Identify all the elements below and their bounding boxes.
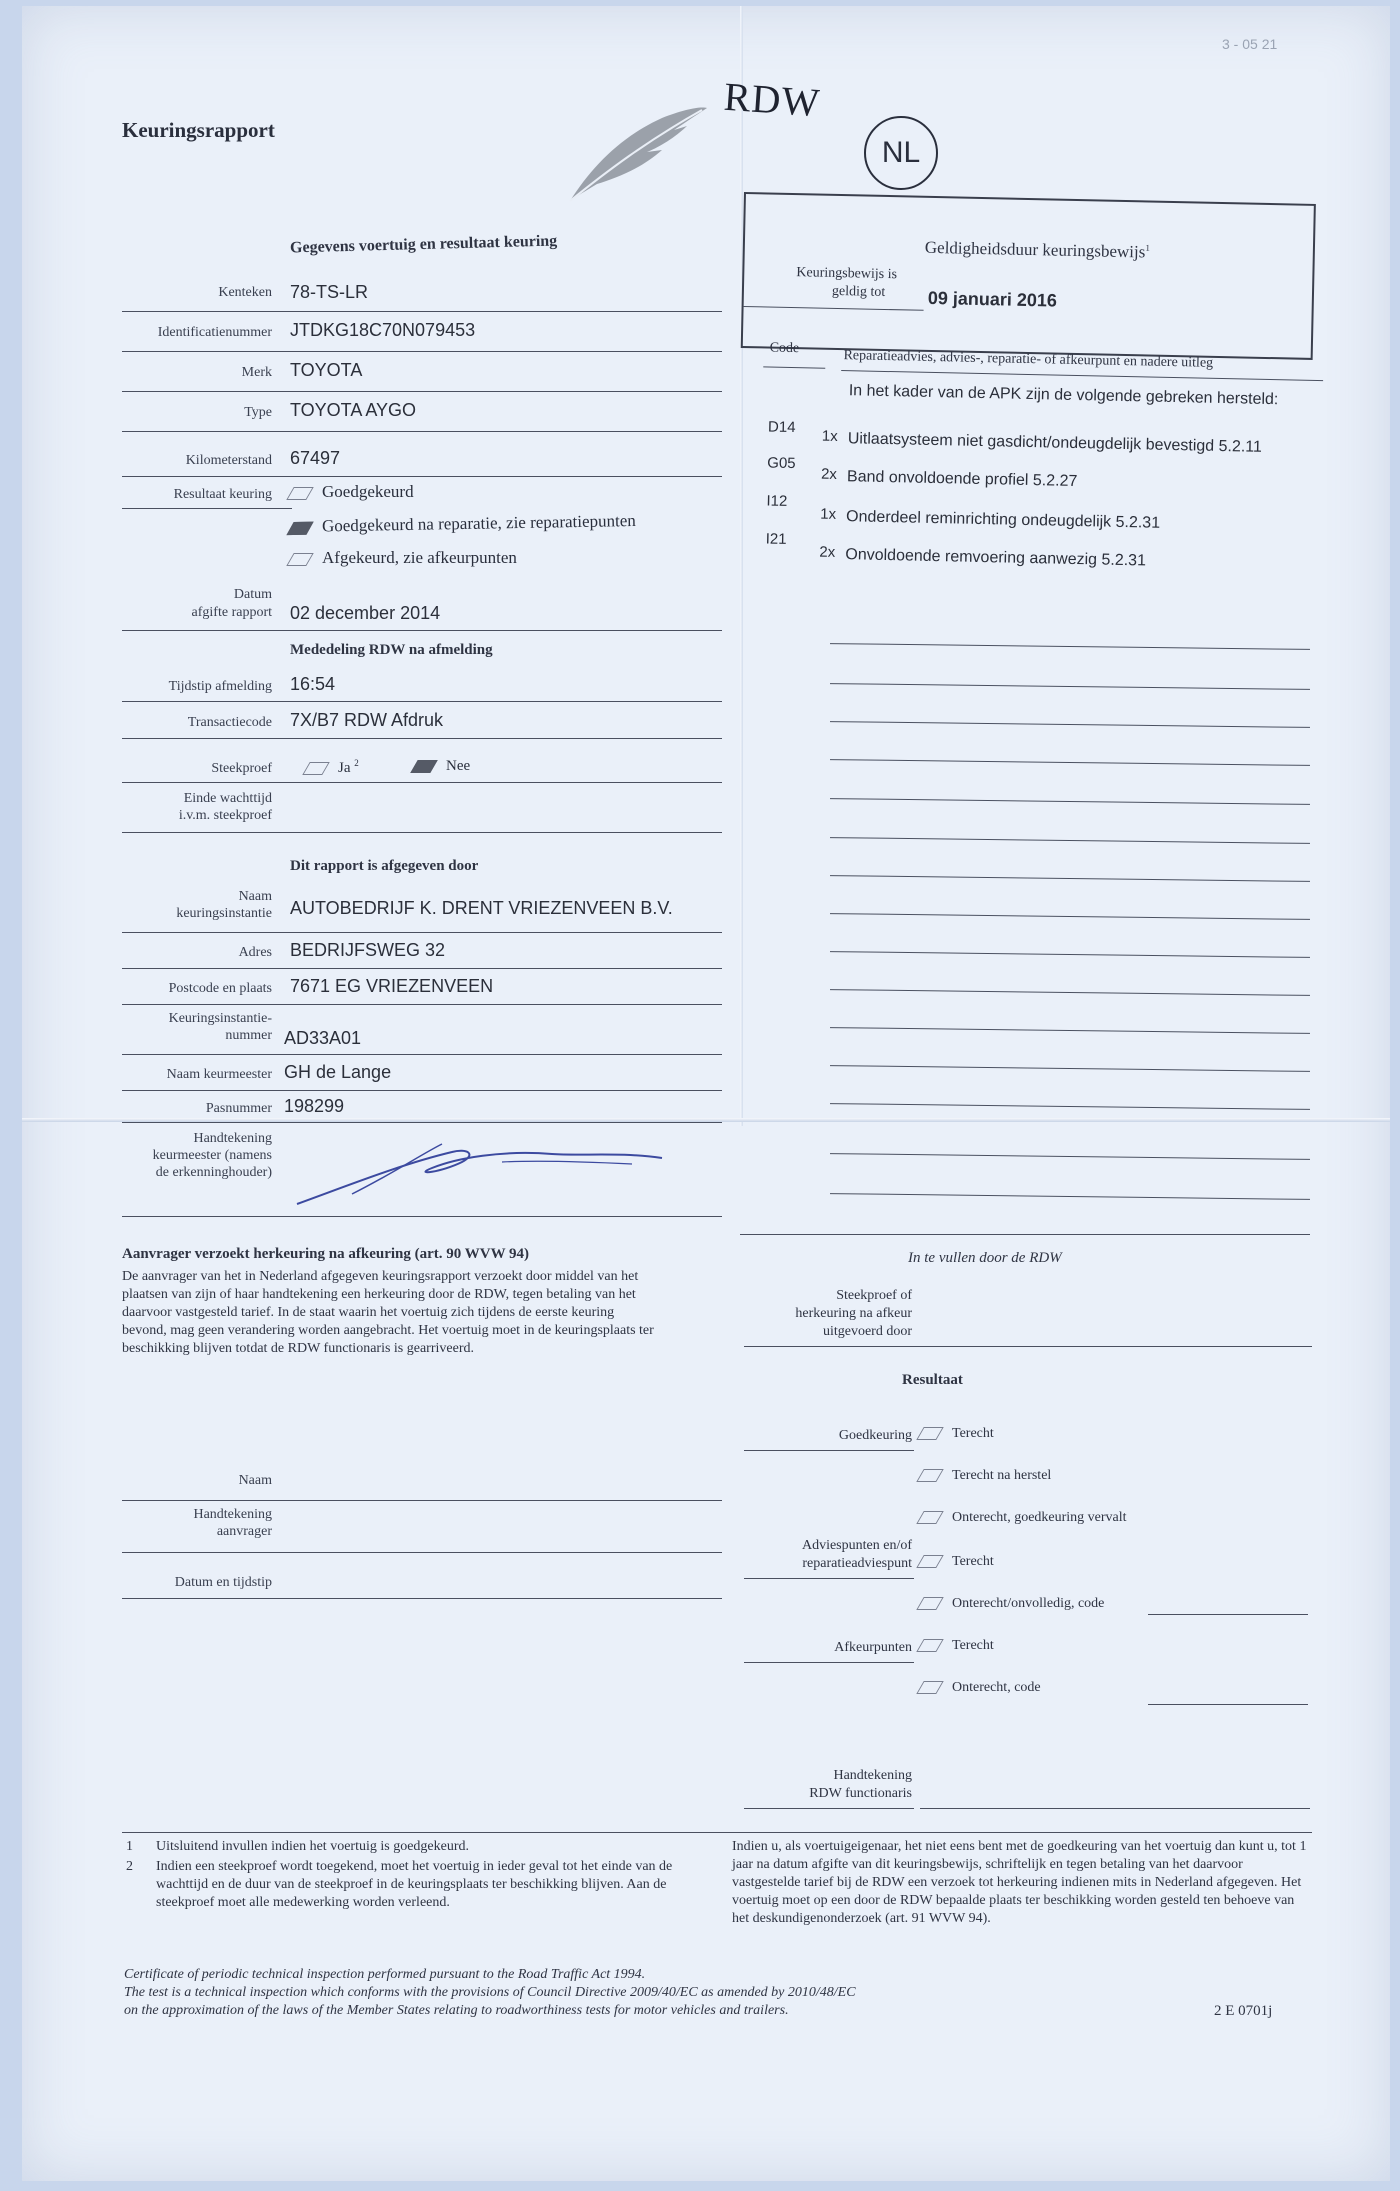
resultaat-option-goedgekeurd [290, 482, 414, 502]
type-label: Type [244, 405, 272, 420]
checkbox-icon [916, 1555, 944, 1568]
instantienummer-label-1: Keuringsinstantie- [168, 1011, 272, 1026]
herkeuring-handtekening-label-1: Handtekening [193, 1507, 272, 1522]
rule [122, 832, 722, 833]
steekproef-label: Steekproef [211, 761, 272, 776]
rule [122, 630, 722, 631]
resultaat-option-text: Afgekeurd, zie afkeurpunten [322, 548, 517, 567]
einde-wachttijd-label-2: i.v.m. steekproef [178, 808, 272, 823]
rdw-option-text: Terecht na herstel [952, 1468, 1052, 1483]
advies-header: Reparatieadvies, advies-, reparatie- of afkeurpunt en nadere uitleg [843, 348, 1214, 371]
rule [122, 738, 722, 739]
checkbox-icon [916, 1427, 944, 1440]
rule [841, 370, 1323, 381]
rule [830, 875, 1310, 882]
rule [830, 1153, 1310, 1160]
steekproef-ja-text: Ja [338, 760, 351, 776]
rdw-option-text: Onterecht/onvolledig, code [952, 1596, 1105, 1611]
geldigheid-title-text: Geldigheidsduur keuringsbewijs [924, 237, 1146, 262]
pasnummer-value: 198299 [284, 1096, 345, 1116]
checkbox-checked-icon [286, 521, 313, 534]
rule [122, 1054, 722, 1055]
geldigheid-label-2: geldig tot [831, 283, 886, 300]
adres-value: BEDRIJFSWEG 32 [290, 940, 446, 960]
checkbox-icon [286, 487, 314, 500]
rdw-option-advies-terecht [920, 1554, 994, 1570]
resultaat-option-text: Goedgekeurd [322, 482, 414, 501]
adres-label: Adres [238, 945, 272, 960]
advies-item-text: Onvoldoende remvoering aanwezig 5.2.31 [845, 546, 1147, 570]
rule [830, 1027, 1310, 1034]
rule [763, 366, 825, 368]
nl-badge-text: NL [881, 136, 921, 169]
rule [830, 951, 1310, 958]
herkeuring-datum-label: Datum en tijdstip [174, 1575, 272, 1590]
resultaat-option-reparatie [290, 511, 636, 537]
advies-item-code: D14 [767, 418, 796, 437]
rdw-option-advies-onvolledig [920, 1596, 1104, 1612]
rdw-handtekening-label-2: RDW functionaris [809, 1786, 912, 1801]
rdw-resultaat-title: Resultaat [902, 1372, 963, 1388]
section-mededeling-title: Mededeling RDW na afmelding [290, 642, 493, 658]
footnote-marker: 2 [354, 758, 359, 768]
rule [1148, 1704, 1308, 1705]
rule [122, 1832, 1312, 1833]
rdw-section-title: In te vullen door de RDW [908, 1250, 1062, 1266]
instantie-naam-label-1: Naam [238, 889, 272, 904]
checkbox-icon [302, 762, 330, 775]
datum-value: 02 december 2014 [290, 603, 441, 623]
rule [122, 1552, 722, 1553]
identificatie-label: Identificatienummer [157, 325, 272, 340]
rdw-advies-label-2: reparatieadviespunt [802, 1556, 912, 1571]
merk-value: TOYOTA [290, 360, 363, 380]
rule [122, 1122, 722, 1123]
rdw-option-text: Terecht [952, 1426, 994, 1441]
advies-item-qty: 1x [820, 505, 837, 523]
tijdstip-label: Tijdstip afmelding [168, 679, 272, 694]
rdw-goedkeuring-label: Goedkeuring [838, 1428, 912, 1443]
pasnummer-label: Pasnummer [205, 1101, 272, 1116]
corner-note: 3 - 05 21 [1222, 36, 1278, 52]
advies-item-code: I21 [765, 530, 787, 548]
rdw-option-goedkeuring-terecht [920, 1426, 994, 1442]
rdw-option-text: Terecht [952, 1554, 994, 1569]
rule [122, 431, 722, 432]
nl-badge [864, 116, 938, 190]
signature-icon [292, 1124, 672, 1214]
rule [830, 798, 1310, 805]
kilometerstand-label: Kilometerstand [185, 453, 272, 468]
rule [744, 1662, 914, 1663]
handtekening-keurmeester-label-3: de erkenninghouder) [155, 1165, 272, 1180]
datum-label-1: Datum [233, 587, 272, 602]
section-vehicle-title: Gegevens voertuig en resultaat keuring [289, 232, 558, 257]
geldigheid-title [925, 238, 1150, 263]
rule [830, 1103, 1310, 1110]
rdw-option-afkeur-terecht [920, 1638, 994, 1654]
geldigheid-value: 09 januari 2016 [927, 287, 1058, 311]
certificate-line-1: Certificate of periodic technical inspection performed pursuant to the Road Traffic Act 1994. [124, 1967, 646, 1982]
rule [740, 1234, 1310, 1235]
resultaat-label: Resultaat keuring [173, 487, 272, 502]
rule [122, 476, 722, 477]
footnote-2: Indien een steekproef wordt toegekend, moet het voertuig in ieder geval tot het einde van de wachttijd en de duur van de steekproef in de keuringsplaats ter beschikking blijven. Aan de steekproef moet alle medewerking worden verleend. [156, 1859, 673, 1910]
einde-wachttijd-label-1: Einde wachttijd [183, 791, 272, 806]
document-title: Keuringsrapport [122, 118, 275, 142]
advies-item-qty: 2x [820, 465, 838, 483]
datum-label-2: afgifte rapport [191, 605, 272, 620]
instantie-naam-label-2: keuringsinstantie [176, 906, 272, 921]
certificate-line-2: The test is a technical inspection which conforms with the provisions of Council Directive 2009/40/EC as amended by 2010/48/EC [124, 1985, 856, 2000]
code-header: Code [769, 340, 800, 357]
feather-logo-icon [562, 96, 712, 206]
rdw-steekproef-label-2: herkeuring na afkeur [795, 1306, 912, 1321]
rule [122, 508, 292, 509]
kenteken-value: 78-TS-LR [290, 282, 369, 302]
tijdstip-value: 16:54 [290, 674, 336, 694]
rule [744, 1346, 1312, 1347]
rule [744, 1808, 914, 1809]
rule [122, 1216, 722, 1217]
rdw-option-text: Onterecht, goedkeuring vervalt [952, 1510, 1127, 1525]
advies-item-code: I12 [766, 492, 788, 510]
rule [122, 311, 722, 312]
herkeuring-naam-label: Naam [238, 1473, 272, 1488]
advies-intro: In het kader van de APK zijn de volgende gebreken hersteld: [848, 382, 1279, 409]
rule [122, 932, 722, 933]
rdw-option-text: Terecht [952, 1638, 994, 1653]
form-code: 2 E 0701j [1214, 2003, 1273, 2019]
rule [830, 683, 1310, 690]
advies-section [738, 332, 1344, 644]
steekproef-nee [414, 758, 470, 775]
rule [122, 701, 722, 702]
keurmeester-label: Naam keurmeester [166, 1067, 272, 1082]
rule [122, 1090, 722, 1091]
postcode-label: Postcode en plaats [168, 981, 272, 996]
rule [830, 913, 1310, 920]
rule [122, 1598, 722, 1599]
postcode-value: 7671 EG VRIEZENVEEN [290, 976, 494, 996]
footnote-1-number: 1 [126, 1839, 133, 1854]
resultaat-option-afgekeurd [290, 548, 517, 568]
rule [830, 759, 1310, 766]
checkbox-icon [286, 553, 314, 566]
kenteken-label: Kenteken [218, 285, 272, 300]
rule [122, 782, 722, 783]
rdw-option-goedkeuring-vervalt [920, 1510, 1127, 1526]
rule [830, 643, 1310, 650]
keurmeester-value: GH de Lange [284, 1062, 392, 1082]
rule [830, 1193, 1310, 1200]
advies-item-code: G05 [767, 454, 796, 473]
rule [1148, 1614, 1308, 1615]
checkbox-icon [916, 1469, 944, 1482]
rule [122, 1500, 722, 1501]
rdw-option-afkeur-code [920, 1680, 1041, 1696]
rdw-steekproef-label-3: uitgevoerd door [822, 1324, 912, 1339]
checkbox-icon [916, 1639, 944, 1652]
footnote-right: Indien u, als voertuigeigenaar, het niet eens bent met de goedkeuring van het voertuig dan kunt u, tot 1 jaar na datum afgifte van dit keuringsbewijs, schriftelijk en tegen betaling van het daarvoor vastgestelde tarief bij de RDW een verzoek tot herkeuring indienen mits in Nederland afgegeven. Het voertuig moet op een door de RDW bepaalde plaats ter beschikking worden gesteld ten behoeve van het deskundigenonderzoek (art. 91 WVW 94). [732, 1839, 1307, 1926]
section-afgegeven-title: Dit rapport is afgegeven door [290, 858, 479, 874]
rule [830, 989, 1310, 996]
footnote-1: Uitsluitend invullen indien het voertuig is goedgekeurd. [156, 1839, 469, 1854]
rdw-option-text: Onterecht, code [952, 1680, 1041, 1695]
handtekening-keurmeester-label-2: keurmeester (namens [152, 1148, 272, 1163]
instantie-naam-value: AUTOBEDRIJF K. DRENT VRIEZENVEEN B.V. [290, 898, 673, 918]
transactie-label: Transactiecode [187, 715, 272, 730]
checkbox-checked-icon [410, 760, 438, 773]
steekproef-ja [306, 758, 359, 777]
transactie-value: 7X/B7 RDW Afdruk [290, 710, 444, 730]
rule [122, 968, 722, 969]
checkbox-icon [916, 1681, 944, 1694]
merk-label: Merk [241, 365, 272, 380]
identificatie-value: JTDKG18C70N079453 [290, 320, 476, 340]
rule [122, 1004, 722, 1005]
advies-item-text: Onderdeel reminrichting ondeugdelijk 5.2.31 [845, 508, 1161, 532]
rdw-afkeurpunten-label: Afkeurpunten [834, 1640, 912, 1655]
rdw-steekproef-label-1: Steekproef of [836, 1288, 912, 1303]
rule [122, 351, 722, 352]
footnote-marker: 1 [1145, 242, 1151, 253]
rdw-advies-label-1: Adviespunten en/of [801, 1538, 912, 1553]
rule [744, 306, 924, 311]
rule [830, 1065, 1310, 1072]
steekproef-nee-text: Nee [446, 758, 471, 774]
rdw-option-goedkeuring-herstel [920, 1468, 1051, 1484]
advies-item-text: Band onvoldoende profiel 5.2.27 [846, 468, 1078, 491]
footnote-2-number: 2 [126, 1859, 133, 1874]
instantienummer-value: AD33A01 [284, 1028, 362, 1048]
instantienummer-label-2: nummer [225, 1028, 272, 1043]
rdw-logo: RDW [722, 73, 822, 126]
rule [920, 1808, 1310, 1809]
advies-item-qty: 2x [819, 543, 836, 561]
rule [122, 391, 722, 392]
handtekening-keurmeester-label-1: Handtekening [193, 1131, 272, 1146]
herkeuring-text: De aanvrager van het in Nederland afgegeven keuringsrapport verzoekt door middel van het plaatsen van zijn of haar handtekening een herkeuring door de RDW, tegen betaling van het daarvoor vastgesteld tarief. In de staat waarin het voertuig zich tijdens de eerste keuring bevond, mag geen verandering worden aangebracht. Het voertuig moet in de keuringsplaats ter beschikking blijven totdat de RDW functionaris is gearriveerd. [122, 1269, 654, 1356]
herkeuring-handtekening-label-2: aanvrager [216, 1524, 272, 1539]
certificate-line-3: on the approximation of the laws of the Member States relating to roadworthiness tests for motor vehicles and trailers. [124, 2003, 789, 2018]
resultaat-option-text: Goedgekeurd na reparatie, zie reparatiepunten [321, 510, 636, 536]
rule [744, 1450, 914, 1451]
herkeuring-title: Aanvrager verzoekt herkeuring na afkeuring (art. 90 WVW 94) [122, 1246, 530, 1262]
advies-item-text: Uitlaatsysteem niet gasdicht/ondeugdelijk bevestigd 5.2.11 [847, 430, 1263, 456]
checkbox-icon [916, 1511, 944, 1524]
advies-item-qty: 1x [821, 427, 838, 445]
type-value: TOYOTA AYGO [290, 400, 417, 420]
rule [744, 1578, 914, 1579]
checkbox-icon [916, 1597, 944, 1610]
rule [830, 837, 1310, 844]
geldigheid-label-1: Keuringsbewijs is [796, 265, 898, 283]
rule [830, 721, 1310, 728]
rdw-handtekening-label-1: Handtekening [833, 1768, 912, 1783]
kilometerstand-value: 67497 [290, 448, 341, 468]
report-sheet [22, 6, 1390, 2181]
